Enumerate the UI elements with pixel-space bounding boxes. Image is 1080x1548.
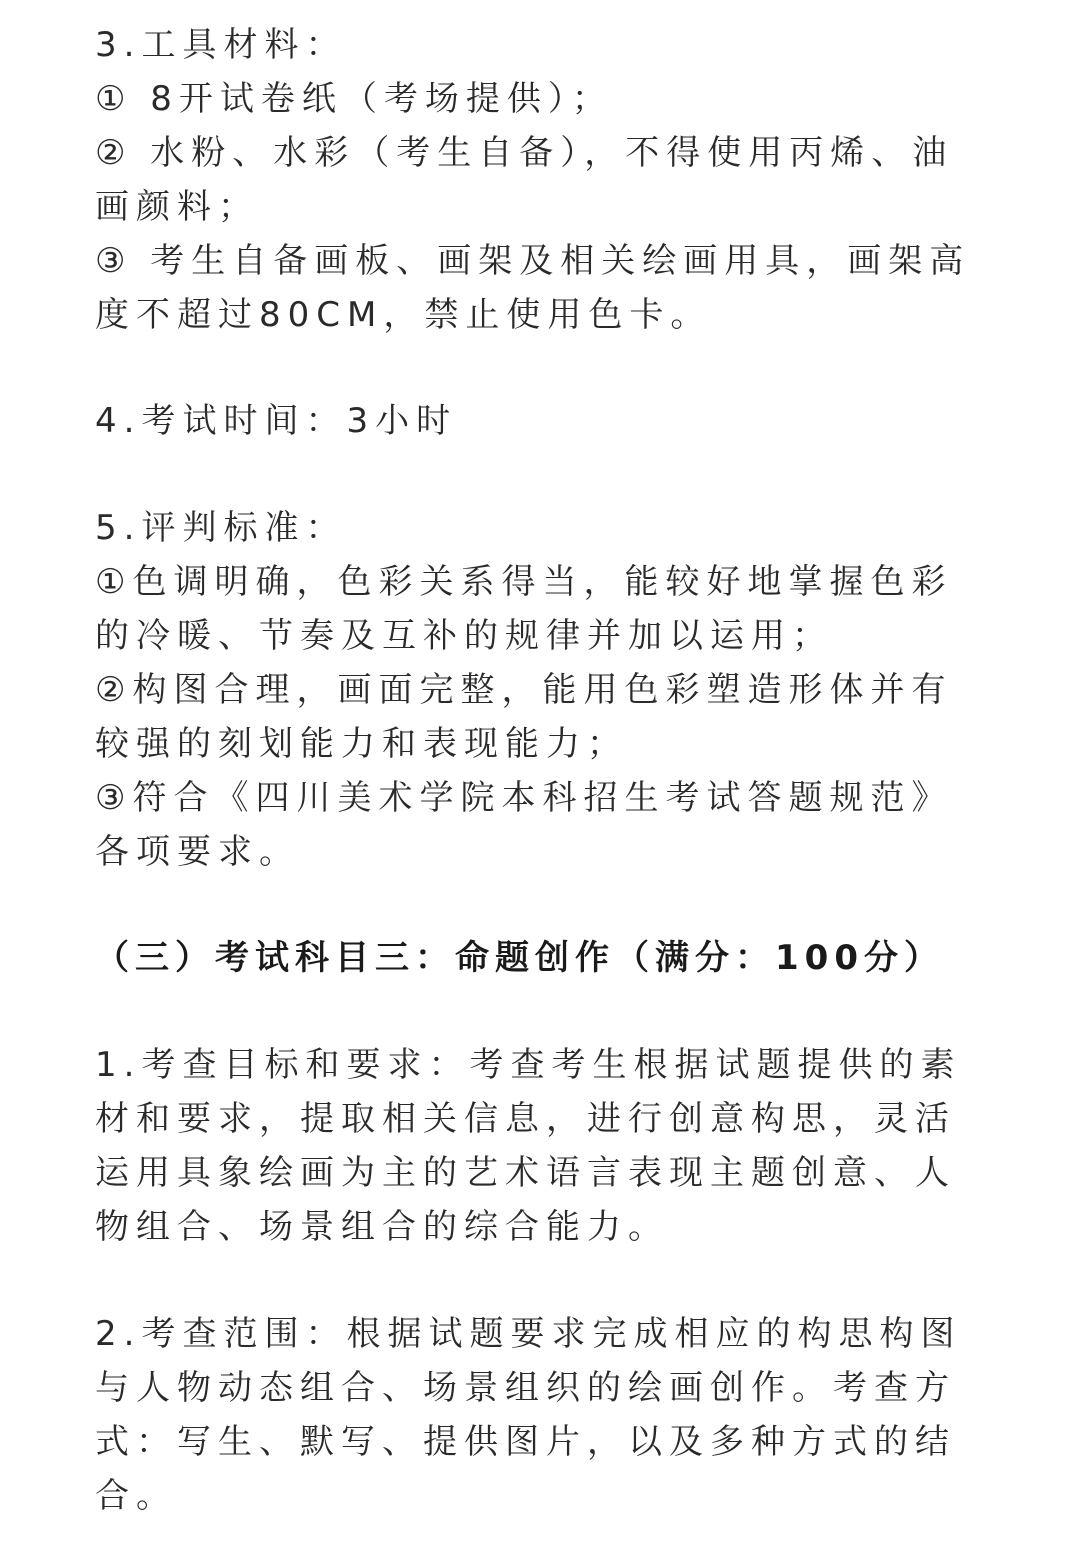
tools-item-2: ② 水粉、水彩（考生自备），不得使用丙烯、油 xyxy=(95,133,954,173)
objectives-line-1: 1.考查目标和要求：考查考生根据试题提供的素 xyxy=(95,1045,962,1085)
criteria-item-3-cont: 各项要求。 xyxy=(95,832,300,872)
tools-item-3: ③ 考生自备画板、画架及相关绘画用具，画架高 xyxy=(95,241,971,281)
criteria-heading: 5.评判标准： xyxy=(95,508,347,548)
objectives-line-4: 物组合、场景组合的综合能力。 xyxy=(95,1207,669,1247)
criteria-item-2: ②构图合理，画面完整，能用色彩塑造形体并有 xyxy=(95,670,953,710)
scope-line-2: 与人物动态组合、场景组织的绘画创作。考查方 xyxy=(95,1368,956,1408)
subject-three-title: （三）考试科目三：命题创作（满分：100分） xyxy=(95,938,944,978)
criteria-item-3: ③符合《四川美术学院本科招生考试答题规范》 xyxy=(95,778,953,818)
objectives-line-2: 材和要求，提取相关信息，进行创意构思，灵活 xyxy=(95,1099,956,1139)
scope-line-3: 式：写生、默写、提供图片，以及多种方式的结 xyxy=(95,1422,956,1462)
criteria-item-2-cont: 较强的刻划能力和表现能力； xyxy=(95,724,628,764)
criteria-item-1-cont: 的冷暖、节奏及互补的规律并加以运用； xyxy=(95,616,833,656)
tools-item-2-cont: 画颜料； xyxy=(95,187,259,227)
scope-line-1: 2.考查范围：根据试题要求完成相应的构思构图 xyxy=(95,1314,962,1354)
tools-item-3-cont: 度不超过80CM，禁止使用色卡。 xyxy=(95,295,712,335)
objectives-line-3: 运用具象绘画为主的艺术语言表现主题创意、人 xyxy=(95,1153,956,1193)
exam-time: 4.考试时间：3小时 xyxy=(95,401,458,441)
scope-line-4: 合。 xyxy=(95,1476,177,1516)
criteria-item-1: ①色调明确，色彩关系得当，能较好地掌握色彩 xyxy=(95,562,953,602)
tools-item-1: ① 8开试卷纸（考场提供）； xyxy=(95,79,613,119)
tools-heading: 3.工具材料： xyxy=(95,25,347,65)
